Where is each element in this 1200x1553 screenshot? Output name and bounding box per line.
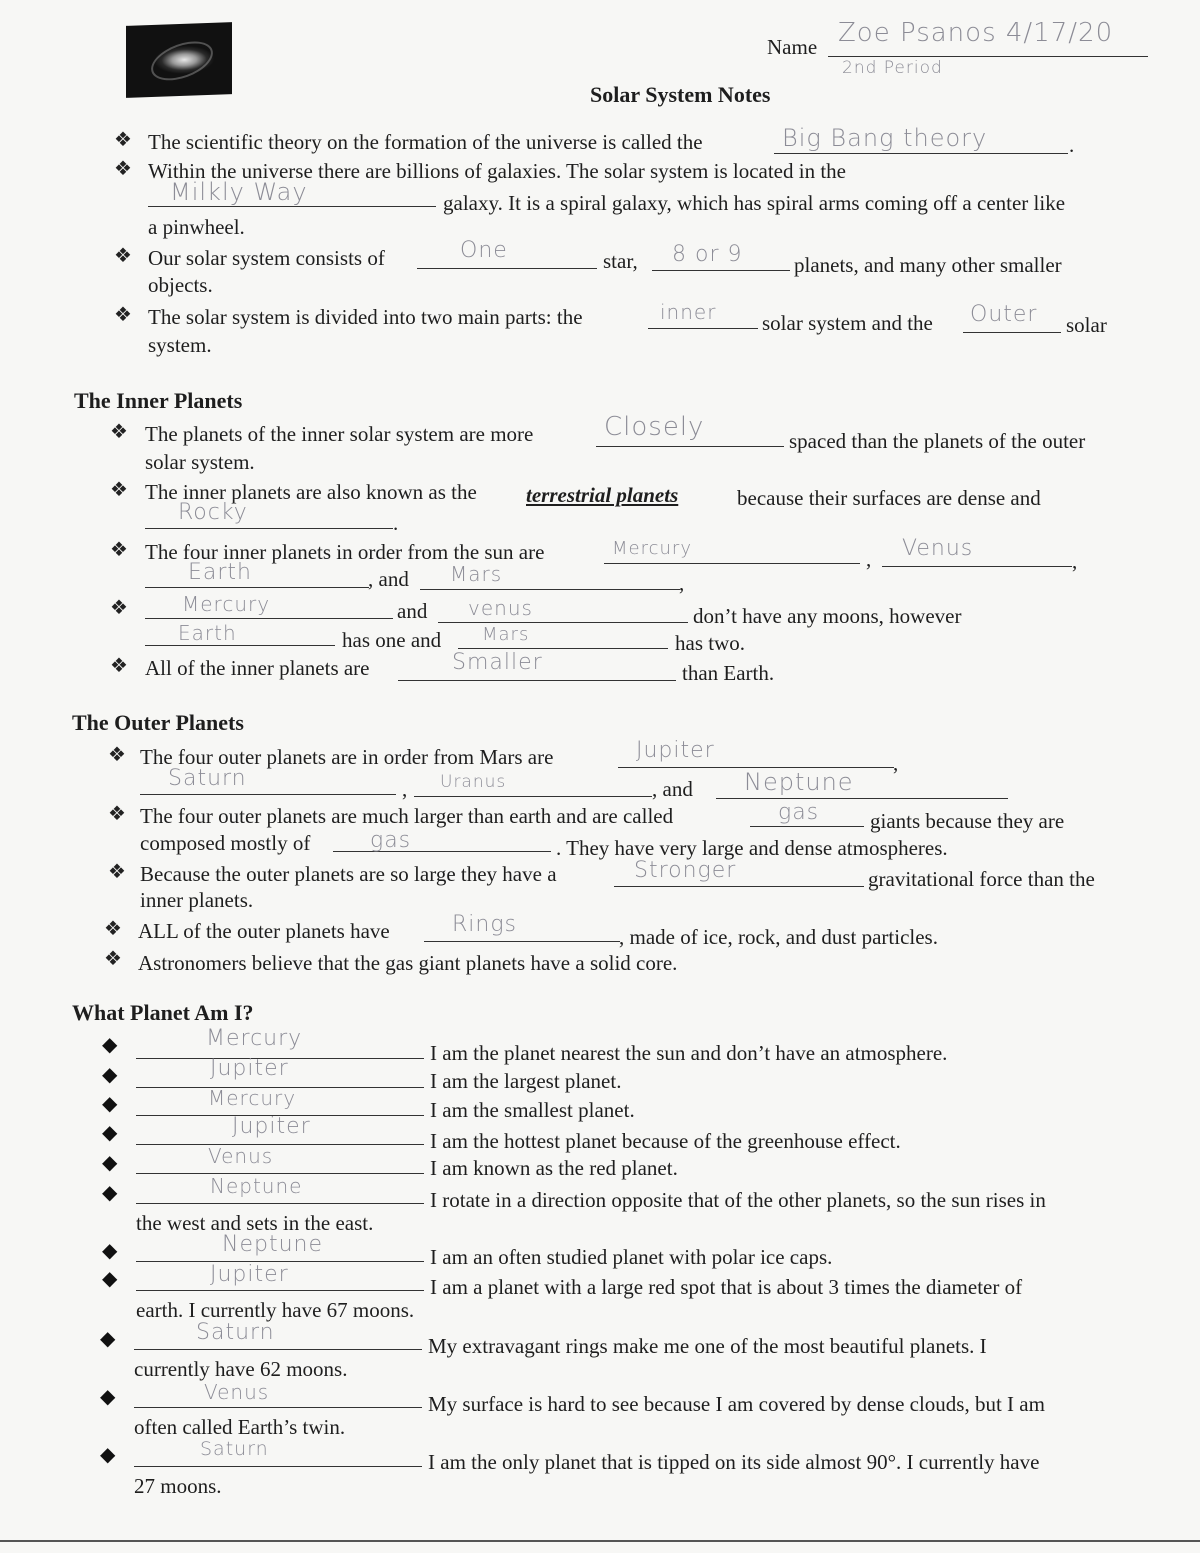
diamond-bullet-icon: ◆ — [102, 1122, 118, 1144]
quiz-answer: Mercury — [206, 1026, 303, 1051]
name-line — [828, 56, 1148, 57]
intro-line-2b: galaxy. It is a spiral galaxy, which has spiral arms coming off a center like — [443, 191, 1066, 215]
answer-line — [438, 622, 688, 623]
comma-mark: , — [1072, 549, 1078, 573]
bullet-icon: ❖ — [108, 803, 126, 825]
intro-line-3b: star, — [603, 249, 638, 273]
inner-line-1b: spaced than the planets of the outer — [789, 429, 1086, 453]
outer-line-2c: composed mostly of — [140, 831, 311, 855]
bullet-icon: ❖ — [110, 655, 128, 677]
bullet-icon: ❖ — [114, 304, 132, 326]
intro-line-3a: Our solar system consists of — [148, 246, 385, 270]
quiz-clue: I am the hottest planet because of the greenhouse effect. — [430, 1129, 901, 1153]
answer-venus-1: Venus — [902, 536, 974, 561]
diamond-bullet-icon: ◆ — [100, 1328, 116, 1350]
answer-line — [424, 941, 620, 942]
outer-line-2a: The four outer planets are much larger than earth and are called — [140, 804, 674, 828]
bullet-icon: ❖ — [110, 479, 128, 501]
diamond-bullet-icon: ◆ — [102, 1034, 118, 1056]
bullet-icon: ❖ — [110, 421, 128, 443]
inner-line-4b: don’t have any moons, however — [693, 604, 962, 628]
bullet-icon: ❖ — [110, 539, 128, 561]
answer-line — [414, 796, 652, 797]
page-bottom-rule — [0, 1540, 1200, 1542]
answer-milky-way: Milkly Way — [170, 178, 308, 206]
outer-line-2d: . They have very large and dense atmospheres. — [556, 836, 948, 860]
inner-line-1a: The planets of the inner solar system are more — [145, 422, 534, 446]
answer-line — [145, 645, 335, 646]
quiz-answer: Jupiter — [210, 1262, 289, 1287]
answer-mars-1: Mars — [450, 562, 503, 586]
quiz-clue-continued: 27 moons. — [134, 1474, 222, 1498]
quiz-clue: I am known as the red planet. — [430, 1156, 678, 1180]
answer-gas-1: gas — [778, 800, 820, 825]
answer-mars-2: Mars — [482, 624, 530, 645]
answer-line — [140, 794, 396, 795]
answer-uranus: Uranus — [440, 772, 507, 792]
answer-jupiter-1: Jupiter — [636, 738, 715, 763]
answer-line — [145, 587, 369, 588]
answer-stronger: Stronger — [634, 858, 737, 883]
answer-line — [648, 328, 758, 329]
inner-line-4d: has two. — [675, 631, 745, 655]
diamond-bullet-icon: ◆ — [102, 1152, 118, 1174]
answer-outer: Outer — [970, 302, 1038, 327]
quiz-clue: My extravagant rings make me one of the most beautiful planets. I — [428, 1334, 987, 1358]
inner-line-5b: than Earth. — [682, 661, 775, 685]
student-period: 2nd Period — [842, 58, 943, 78]
answer-smaller: Smaller — [452, 650, 543, 675]
answer-rings: Rings — [452, 912, 518, 937]
diamond-bullet-icon: ◆ — [100, 1444, 116, 1466]
answer-line — [134, 1349, 422, 1350]
intro-line-4c: solar — [1066, 313, 1107, 337]
outer-line-3b: gravitational force than the — [868, 867, 1095, 891]
answer-big-bang: Big Bang theory — [782, 124, 988, 152]
inner-line-3a: The four inner planets in order from the sun are — [145, 540, 545, 564]
answer-venus-2: venus — [468, 596, 533, 620]
outer-line-5: Astronomers believe that the gas giant planets have a solid core. — [138, 951, 678, 975]
answer-neptune-1: Neptune — [744, 768, 854, 796]
answer-line — [963, 332, 1061, 333]
bullet-icon: ❖ — [114, 158, 132, 180]
period-mark: . — [393, 511, 399, 535]
answer-line — [398, 680, 676, 681]
answer-line — [596, 446, 784, 447]
bullet-icon: ❖ — [108, 744, 126, 766]
quiz-answer: Jupiter — [232, 1114, 311, 1139]
diamond-bullet-icon: ◆ — [102, 1064, 118, 1086]
quiz-clue: I rotate in a direction opposite that of the other planets, so the sun rises in — [430, 1188, 1046, 1212]
inner-line-4c: has one and — [342, 628, 442, 652]
bullet-icon: ❖ — [114, 129, 132, 151]
quiz-answer: Venus — [204, 1380, 270, 1404]
diamond-bullet-icon: ◆ — [102, 1240, 118, 1262]
quiz-answer: Neptune — [210, 1174, 303, 1198]
answer-line — [882, 566, 1072, 567]
bullet-icon: ❖ — [104, 948, 122, 970]
answer-line — [458, 648, 668, 649]
answer-line — [134, 1407, 422, 1408]
bullet-icon: ❖ — [110, 597, 128, 619]
answer-earth-2: Earth — [178, 621, 237, 645]
answer-line — [145, 528, 393, 529]
answer-line — [604, 563, 860, 564]
quiz-clue: I am the smallest planet. — [430, 1098, 635, 1122]
diamond-bullet-icon: ◆ — [102, 1093, 118, 1115]
quiz-clue-continued: earth. I currently have 67 moons. — [136, 1298, 415, 1322]
outer-line-2b: giants because they are — [870, 809, 1065, 833]
quiz-clue: I am an often studied planet with polar ice caps. — [430, 1245, 833, 1269]
bullet-icon: ❖ — [104, 918, 122, 940]
quiz-clue: I am the largest planet. — [430, 1069, 622, 1093]
answer-line — [420, 589, 680, 590]
page-title: Solar System Notes — [590, 82, 771, 107]
answer-line — [614, 886, 864, 887]
diamond-bullet-icon: ◆ — [102, 1182, 118, 1204]
quiz-clue: I am the only planet that is tipped on its side almost 90°. I currently have — [428, 1450, 1040, 1474]
what-planet-heading: What Planet Am I? — [72, 1000, 254, 1025]
answer-line — [136, 1144, 424, 1145]
intro-line-3d: objects. — [148, 273, 213, 297]
comma-mark: , — [866, 547, 872, 571]
answer-line — [145, 618, 393, 619]
answer-line — [417, 268, 597, 269]
quiz-clue-continued: often called Earth’s twin. — [134, 1415, 346, 1439]
quiz-clue-continued: the west and sets in the east. — [136, 1211, 374, 1235]
diamond-bullet-icon: ◆ — [102, 1268, 118, 1290]
quiz-clue: I am the planet nearest the sun and don’t have an atmosphere. — [430, 1041, 948, 1065]
quiz-answer: Saturn — [200, 1438, 269, 1460]
intro-line-4d: system. — [148, 333, 212, 357]
answer-mercury-1: Mercury — [612, 538, 692, 559]
quiz-clue-continued: currently have 62 moons. — [134, 1357, 348, 1381]
answer-line — [652, 270, 790, 271]
quiz-clue: I am a planet with a large red spot that is about 3 times the diameter of — [430, 1275, 1023, 1299]
outer-line-3a: Because the outer planets are so large they have a — [140, 862, 557, 886]
and-text: , and — [368, 567, 409, 591]
terrestrial-planets-term: terrestrial planets — [526, 483, 679, 507]
answer-planet-count: 8 or 9 — [672, 242, 743, 267]
outer-line-4b: , made of ice, rock, and dust particles. — [619, 925, 938, 949]
answer-saturn-1: Saturn — [168, 766, 247, 791]
period-mark: . — [1069, 133, 1075, 157]
quiz-clue: My surface is hard to see because I am covered by dense clouds, but I am — [428, 1392, 1045, 1416]
answer-closely: Closely — [604, 412, 705, 442]
answer-line — [774, 153, 1068, 154]
student-name: Zoe Psanos 4/17/20 — [838, 18, 1114, 48]
answer-line — [136, 1203, 424, 1204]
answer-inner: inner — [660, 300, 717, 324]
bullet-icon: ❖ — [114, 245, 132, 267]
quiz-answer: Saturn — [196, 1320, 275, 1345]
and-text: and — [397, 599, 428, 623]
answer-gas-2: gas — [370, 828, 412, 853]
answer-rocky: Rocky — [178, 500, 248, 525]
quiz-answer: Jupiter — [210, 1056, 289, 1081]
intro-line-4b: solar system and the — [762, 311, 933, 335]
galaxy-image — [126, 22, 232, 98]
intro-line-3c: planets, and many other smaller — [794, 253, 1062, 277]
intro-line-4a: The solar system is divided into two main parts: the — [148, 305, 583, 329]
name-label: Name — [767, 35, 818, 59]
intro-line-1: The scientific theory on the formation of the universe is called the — [148, 130, 703, 154]
answer-line — [716, 798, 1008, 799]
quiz-answer: Neptune — [222, 1232, 324, 1257]
inner-line-2a: The inner planets are also known as the — [145, 480, 477, 504]
and-text: , and — [652, 777, 693, 801]
answer-line — [136, 1290, 424, 1291]
answer-line — [148, 206, 436, 207]
comma-mark: , — [402, 777, 408, 801]
quiz-answer: Venus — [208, 1144, 274, 1168]
outer-line-4a: ALL of the outer planets have — [138, 919, 390, 943]
comma-mark: , — [679, 571, 685, 595]
outer-planets-heading: The Outer Planets — [72, 710, 244, 735]
bullet-icon: ❖ — [108, 861, 126, 883]
answer-line — [750, 826, 864, 827]
answer-earth-1: Earth — [188, 560, 252, 585]
answer-mercury-2: Mercury — [182, 592, 271, 616]
intro-line-2: Within the universe there are billions of galaxies. The solar system is located in the — [148, 159, 846, 183]
intro-line-2c: a pinwheel. — [148, 215, 245, 239]
answer-one: One — [460, 238, 508, 263]
answer-line — [333, 851, 551, 852]
quiz-answer: Mercury — [208, 1086, 297, 1110]
inner-line-2b: because their surfaces are dense and — [737, 486, 1041, 510]
outer-line-3c: inner planets. — [140, 888, 254, 912]
diamond-bullet-icon: ◆ — [100, 1386, 116, 1408]
outer-line-1a: The four outer planets are in order from Mars are — [140, 745, 554, 769]
inner-line-1c: solar system. — [145, 450, 255, 474]
inner-planets-heading: The Inner Planets — [74, 388, 243, 413]
inner-line-5a: All of the inner planets are — [145, 656, 370, 680]
comma-mark: , — [893, 751, 899, 775]
answer-line — [134, 1466, 422, 1467]
